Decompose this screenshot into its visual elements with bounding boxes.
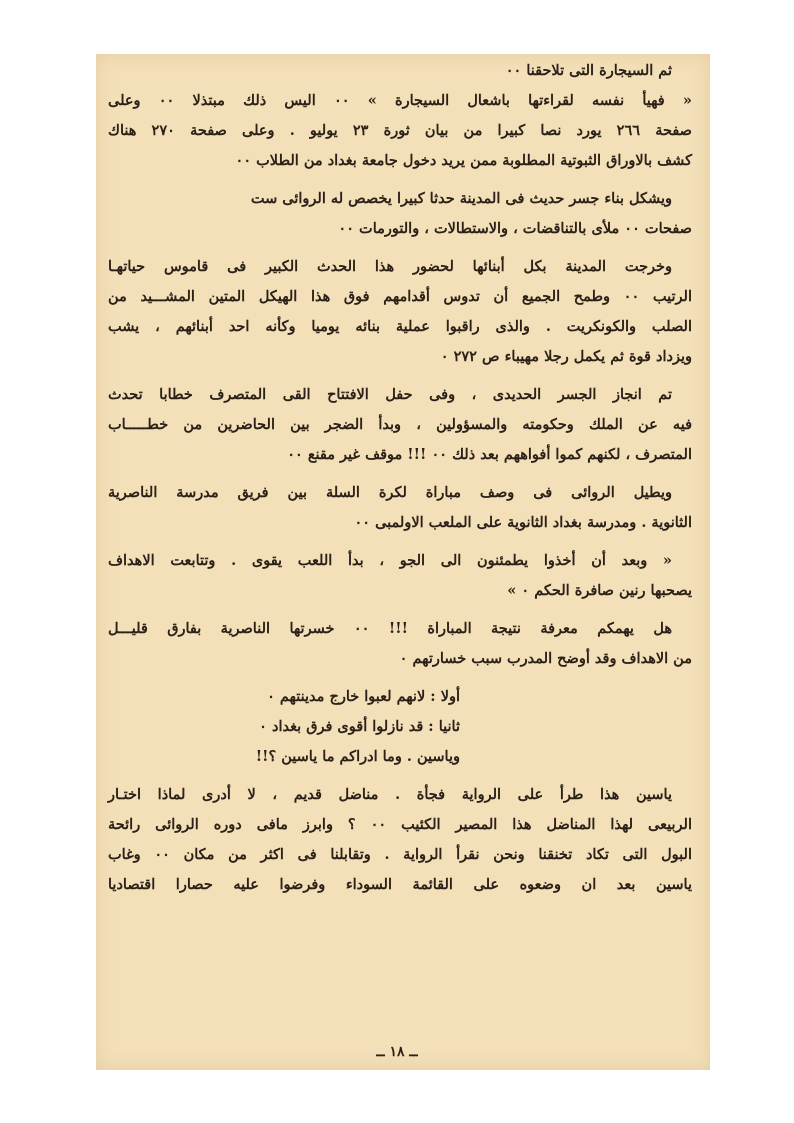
text-line: الرتيب ٠٠ وطمح الجميع أن تدوس أقدامهم فوق هذا الهيكل المتين المشـــيد من [108, 288, 692, 305]
text-line: أولا : لانهم لعبوا خارج مدينتهم ٠ [267, 688, 460, 705]
text-line: الثانوية . ومدرسة بغداد الثانوية على الملعب الاولمبى ٠٠ [354, 514, 692, 531]
text-line: الربيعى لهذا المناضل هذا المصير الكئيب ٠٠ ؟ وابرز مافى دوره الروائى رائحة [108, 816, 692, 833]
text-line: وياسين . وما ادراكم ما ياسين ؟!! [255, 748, 460, 765]
text-line: ويزداد قوة ثم يكمل رجلا مهيباء ص ٢٧٢ ٠ [440, 348, 692, 365]
text-line: ويشكل بناء جسر حديث فى المدينة حدثا كبيرا يخصص له الروائى ست [250, 190, 672, 207]
text-line: صفحات ٠٠ ملأى بالتناقضات ، والاستطالات ، والتورمات ٠٠ [338, 220, 692, 237]
text-line: هل يهمكم معرفة نتيجة المباراة !!! ٠٠ خسرتها الناصرية بفارق قليـــل [108, 620, 672, 637]
text-line: تم انجاز الجسر الحديدى ، وفى حفل الافتتاح القى المتصرف خطابا تحدث [108, 386, 672, 403]
text-line: ياسين هذا طرأ على الرواية فجأة . مناضل قديم ، لا أدرى لماذا اختـار [108, 786, 672, 803]
text-line: ويطيل الروائى فى وصف مباراة لكرة السلة بين فريق مدرسة الناصرية [108, 484, 672, 501]
text-line: صفحة ٢٦٦ يورد نصا كبيرا من بيان ثورة ٢٣ يوليو . وعلى صفحة ٢٧٠ هناك [108, 122, 692, 139]
text-line: « وبعد أن أخذوا يطمئنون الى الجو ، بدأ اللعب يقوى . وتتابعت الاهداف [108, 552, 672, 569]
text-line: ياسين بعد ان وضعوه على القائمة السوداء وفرضوا عليه حصارا اقتصاديا [108, 876, 692, 893]
text-line: الصلب والكونكريت . والذى راقبوا عملية بنائه يوميا وكأنه احد أبنائهم ، يشب [108, 318, 692, 335]
text-line: كشف بالاوراق الثبوتية المطلوبة ممن يريد دخول جامعة بغداد من الطلاب ٠٠ [235, 152, 692, 169]
text-line: يصحبها رنين صافرة الحكم ٠ » [507, 582, 692, 599]
text-line: وخرجت المدينة بكل أبنائها لحضور هذا الحدث الكبير فى قاموس حياتهـا [108, 258, 672, 275]
text-line: من الاهداف وقد أوضح المدرب سبب خسارتهم ٠ [399, 650, 692, 667]
text-line: ثانيا : قد نازلوا أقوى فرق بغداد ٠ [259, 718, 460, 735]
page-number: ــ ١٨ ــ [376, 1044, 418, 1060]
text-line: « فهيأ نفسه لقراءتها باشعال السيجارة » ٠٠ اليس ذلك مبتذلا ٠٠ وعلى [108, 92, 692, 109]
text-line: المتصرف ، لكنهم كموا أفواههم بعد ذلك ٠٠ !!! موقف غير مقنع ٠٠ [287, 446, 692, 463]
text-line: ثم السيجارة التى تلاحقنا ٠٠ [505, 62, 672, 79]
text-line: البول التى تكاد تخنقنا ونحن نقرأ الرواية . وتقابلنا فى اكثر من مكان ٠٠ وغاب [108, 846, 692, 863]
text-line: فيه عن الملك وحكومته والمسؤولين ، وبدأ الضجر بين الحاضرين من خطـــــاب [108, 416, 692, 433]
